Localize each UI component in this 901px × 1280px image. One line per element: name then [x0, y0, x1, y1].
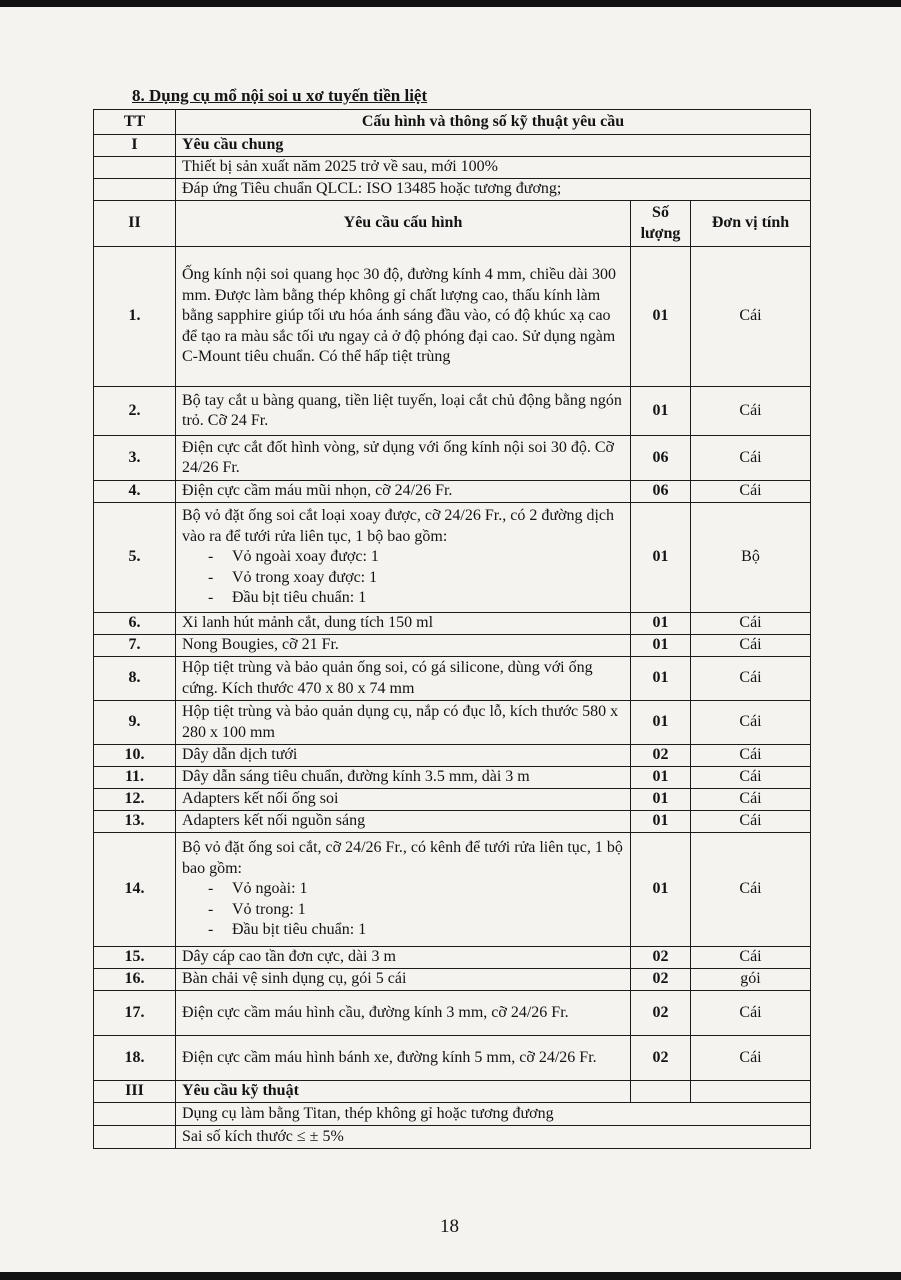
item-row [94, 613, 811, 635]
item-unit: Cái [691, 436, 811, 481]
item-quantity: 06 [631, 481, 691, 503]
table-header-row [94, 110, 811, 135]
item-row [94, 811, 811, 833]
item-row [94, 436, 811, 481]
item-quantity: 01 [631, 767, 691, 789]
item-description-text: Điện cực cầm máu hình bánh xe, đường kính 5 mm, cỡ 24/26 Fr. [182, 1048, 597, 1066]
item-number: 7. [94, 635, 176, 657]
item-unit: Cái [691, 767, 811, 789]
item-quantity: 01 [631, 503, 691, 613]
item-number: 17. [94, 991, 176, 1036]
item-unit: Cái [691, 613, 811, 635]
item-unit: Cái [691, 1036, 811, 1081]
component-item: - Đầu bịt tiêu chuẩn: 1 [208, 588, 624, 609]
item-quantity: 02 [631, 969, 691, 991]
item-quantity: 06 [631, 436, 691, 481]
section-i-line-row [94, 157, 811, 179]
section-i-line-row [94, 179, 811, 201]
item-number: 12. [94, 789, 176, 811]
item-row [94, 1036, 811, 1081]
section-iii-line-row [94, 1103, 811, 1126]
page-number: 18 [440, 1216, 459, 1237]
section-iii-line-row [94, 1126, 811, 1149]
item-unit: Cái [691, 481, 811, 503]
item-unit: Cái [691, 387, 811, 436]
item-description-text: Nong Bougies, cỡ 21 Fr. [182, 636, 339, 654]
item-quantity: 01 [631, 613, 691, 635]
item-description [176, 247, 631, 387]
top-edge-bar [0, 0, 901, 7]
item-row [94, 387, 811, 436]
item-number: 14. [94, 833, 176, 947]
item-description [176, 833, 631, 947]
item-description-text: Dây cáp cao tần đơn cực, dài 3 m [182, 948, 396, 966]
item-quantity: 02 [631, 745, 691, 767]
section-title: 8. Dụng cụ mổ nội soi u xơ tuyến tiền liệt [132, 86, 428, 105]
item-description [176, 657, 631, 701]
item-row [94, 481, 811, 503]
item-description-text: Xi lanh hút mảnh cắt, dung tích 150 ml [182, 614, 434, 632]
item-row [94, 247, 811, 387]
item-description [176, 947, 631, 969]
item-unit: Cái [691, 247, 811, 387]
section-iii-title: Yêu cầu kỹ thuật [176, 1081, 631, 1103]
spec-table [93, 109, 811, 1149]
item-description-text: Bộ vỏ đặt ống soi cắt, cỡ 24/26 Fr., có kênh để tưới rửa liên tục, 1 bộ bao gồm: [182, 839, 623, 877]
bottom-edge-bar [0, 1272, 901, 1280]
item-quantity: 01 [631, 387, 691, 436]
item-description-text: Bộ tay cắt u bàng quang, tiền liệt tuyến, loại cắt chủ động bằng ngón trỏ. Cỡ 24 Fr. [182, 391, 622, 429]
item-row [94, 701, 811, 745]
item-description [176, 789, 631, 811]
item-unit: Cái [691, 991, 811, 1036]
item-row [94, 789, 811, 811]
item-row [94, 833, 811, 947]
item-description-text: Dây dẫn sáng tiêu chuẩn, đường kính 3.5 mm, dài 3 m [182, 768, 530, 786]
item-description [176, 387, 631, 436]
item-unit: Cái [691, 947, 811, 969]
item-description [176, 811, 631, 833]
header-config: Cấu hình và thông số kỹ thuật yêu cầu [176, 110, 811, 135]
section-ii-header-row [94, 201, 811, 247]
item-number: 10. [94, 745, 176, 767]
item-number: 9. [94, 701, 176, 745]
item-description [176, 436, 631, 481]
item-description [176, 481, 631, 503]
section-i-row [94, 135, 811, 157]
section-iii-line: Dụng cụ làm bằng Titan, thép không gỉ hoặc tương đương [176, 1103, 811, 1126]
item-row [94, 635, 811, 657]
section-iii-unit-empty [691, 1081, 811, 1103]
component-item: - Đầu bịt tiêu chuẩn: 1 [208, 920, 624, 941]
item-quantity: 01 [631, 657, 691, 701]
item-row [94, 947, 811, 969]
item-number: 15. [94, 947, 176, 969]
item-quantity: 02 [631, 1036, 691, 1081]
item-unit: Cái [691, 701, 811, 745]
item-number: 11. [94, 767, 176, 789]
item-description [176, 503, 631, 613]
section-i-num: I [94, 135, 176, 157]
item-unit: Cái [691, 657, 811, 701]
item-unit: Cái [691, 635, 811, 657]
item-number: 6. [94, 613, 176, 635]
item-description [176, 635, 631, 657]
item-unit: Cái [691, 789, 811, 811]
component-list [182, 547, 624, 609]
item-number: 18. [94, 1036, 176, 1081]
item-number: 1. [94, 247, 176, 387]
item-quantity: 02 [631, 947, 691, 969]
item-unit: Cái [691, 811, 811, 833]
section-iii-line: Sai số kích thước ≤ ± 5% [176, 1126, 811, 1149]
component-item: - Vỏ trong xoay được: 1 [208, 568, 624, 589]
item-description-text: Hộp tiệt trùng và bảo quản dụng cụ, nắp có đục lỗ, kích thước 580 x 280 x 100 mm [182, 703, 619, 741]
component-list [182, 879, 624, 941]
section-i-line: Đáp ứng Tiêu chuẩn QLCL: ISO 13485 hoặc tương đương; [176, 179, 811, 201]
item-number: 4. [94, 481, 176, 503]
section-iii-row [94, 1081, 811, 1103]
component-item: - Vỏ ngoài: 1 [208, 879, 624, 900]
item-description-text: Điện cực cầm máu hình cầu, đường kính 3 mm, cỡ 24/26 Fr. [182, 1003, 569, 1021]
item-unit: Bộ [691, 503, 811, 613]
item-description [176, 1036, 631, 1081]
item-quantity: 01 [631, 833, 691, 947]
section-ii-num: II [94, 201, 176, 247]
item-quantity: 02 [631, 991, 691, 1036]
item-number: 2. [94, 387, 176, 436]
item-quantity: 01 [631, 811, 691, 833]
item-description-text: Adapters kết nối ống soi [182, 790, 339, 808]
item-quantity: 01 [631, 789, 691, 811]
item-number: 5. [94, 503, 176, 613]
item-row [94, 503, 811, 613]
section-iii-num: III [94, 1081, 176, 1103]
section-iii-qty-empty [631, 1081, 691, 1103]
item-description [176, 767, 631, 789]
item-description [176, 969, 631, 991]
item-quantity: 01 [631, 701, 691, 745]
qty-header: Số lượng [631, 201, 691, 247]
item-description-text: Bàn chải vệ sinh dụng cụ, gói 5 cái [182, 970, 407, 988]
item-unit: gói [691, 969, 811, 991]
header-tt: TT [94, 110, 176, 135]
component-item: - Vỏ ngoài xoay được: 1 [208, 547, 624, 568]
item-description-text: Điện cực cắt đốt hình vòng, sử dụng với ống kính nội soi 30 độ. Cỡ 24/26 Fr. [182, 438, 615, 476]
unit-header: Đơn vị tính [691, 201, 811, 247]
item-number: 13. [94, 811, 176, 833]
component-item: - Vỏ trong: 1 [208, 900, 624, 921]
item-description-text: Dây dẫn dịch tưới [182, 746, 298, 764]
item-row [94, 657, 811, 701]
item-row [94, 745, 811, 767]
item-quantity: 01 [631, 635, 691, 657]
item-description-text: Điện cực cầm máu mũi nhọn, cỡ 24/26 Fr. [182, 482, 453, 500]
item-description-text: Bộ vỏ đặt ống soi cắt loại xoay được, cỡ 24/26 Fr., có 2 đường dịch vào ra để tưới rửa liên tục, 1 bộ bao gồm: [182, 507, 614, 545]
item-description [176, 613, 631, 635]
section-i-line: Thiết bị sản xuất năm 2025 trở về sau, mới 100% [176, 157, 811, 179]
section-i-title: Yêu cầu chung [176, 135, 811, 157]
section-ii-title: Yêu cầu cấu hình [176, 201, 631, 247]
item-number: 16. [94, 969, 176, 991]
item-row [94, 767, 811, 789]
item-description [176, 991, 631, 1036]
item-description [176, 745, 631, 767]
item-description-text: Ống kính nội soi quang học 30 độ, đường kính 4 mm, chiều dài 300 mm. Được làm bằng thép không gỉ chất lượng cao, thấu kính làm bằng sapphire giúp tối ưu hóa ánh sáng đầu vào, có độ khúc xạ cao để tạo ra màu sắc tối ưu ngay cả ở độ phóng đại cao. Sử dụng ngàm C-Mount tiêu chuẩn. Có thể hấp tiệt trùng [182, 266, 616, 366]
item-description [176, 701, 631, 745]
item-unit: Cái [691, 833, 811, 947]
item-description-text: Hộp tiệt trùng và bảo quản ống soi, có gá silicone, dùng với ống cứng. Kích thước 470 x 80 x 74 mm [182, 659, 593, 697]
item-row [94, 991, 811, 1036]
item-number: 8. [94, 657, 176, 701]
item-quantity: 01 [631, 247, 691, 387]
item-description-text: Adapters kết nối nguồn sáng [182, 812, 366, 830]
item-number: 3. [94, 436, 176, 481]
item-unit: Cái [691, 745, 811, 767]
item-row [94, 969, 811, 991]
